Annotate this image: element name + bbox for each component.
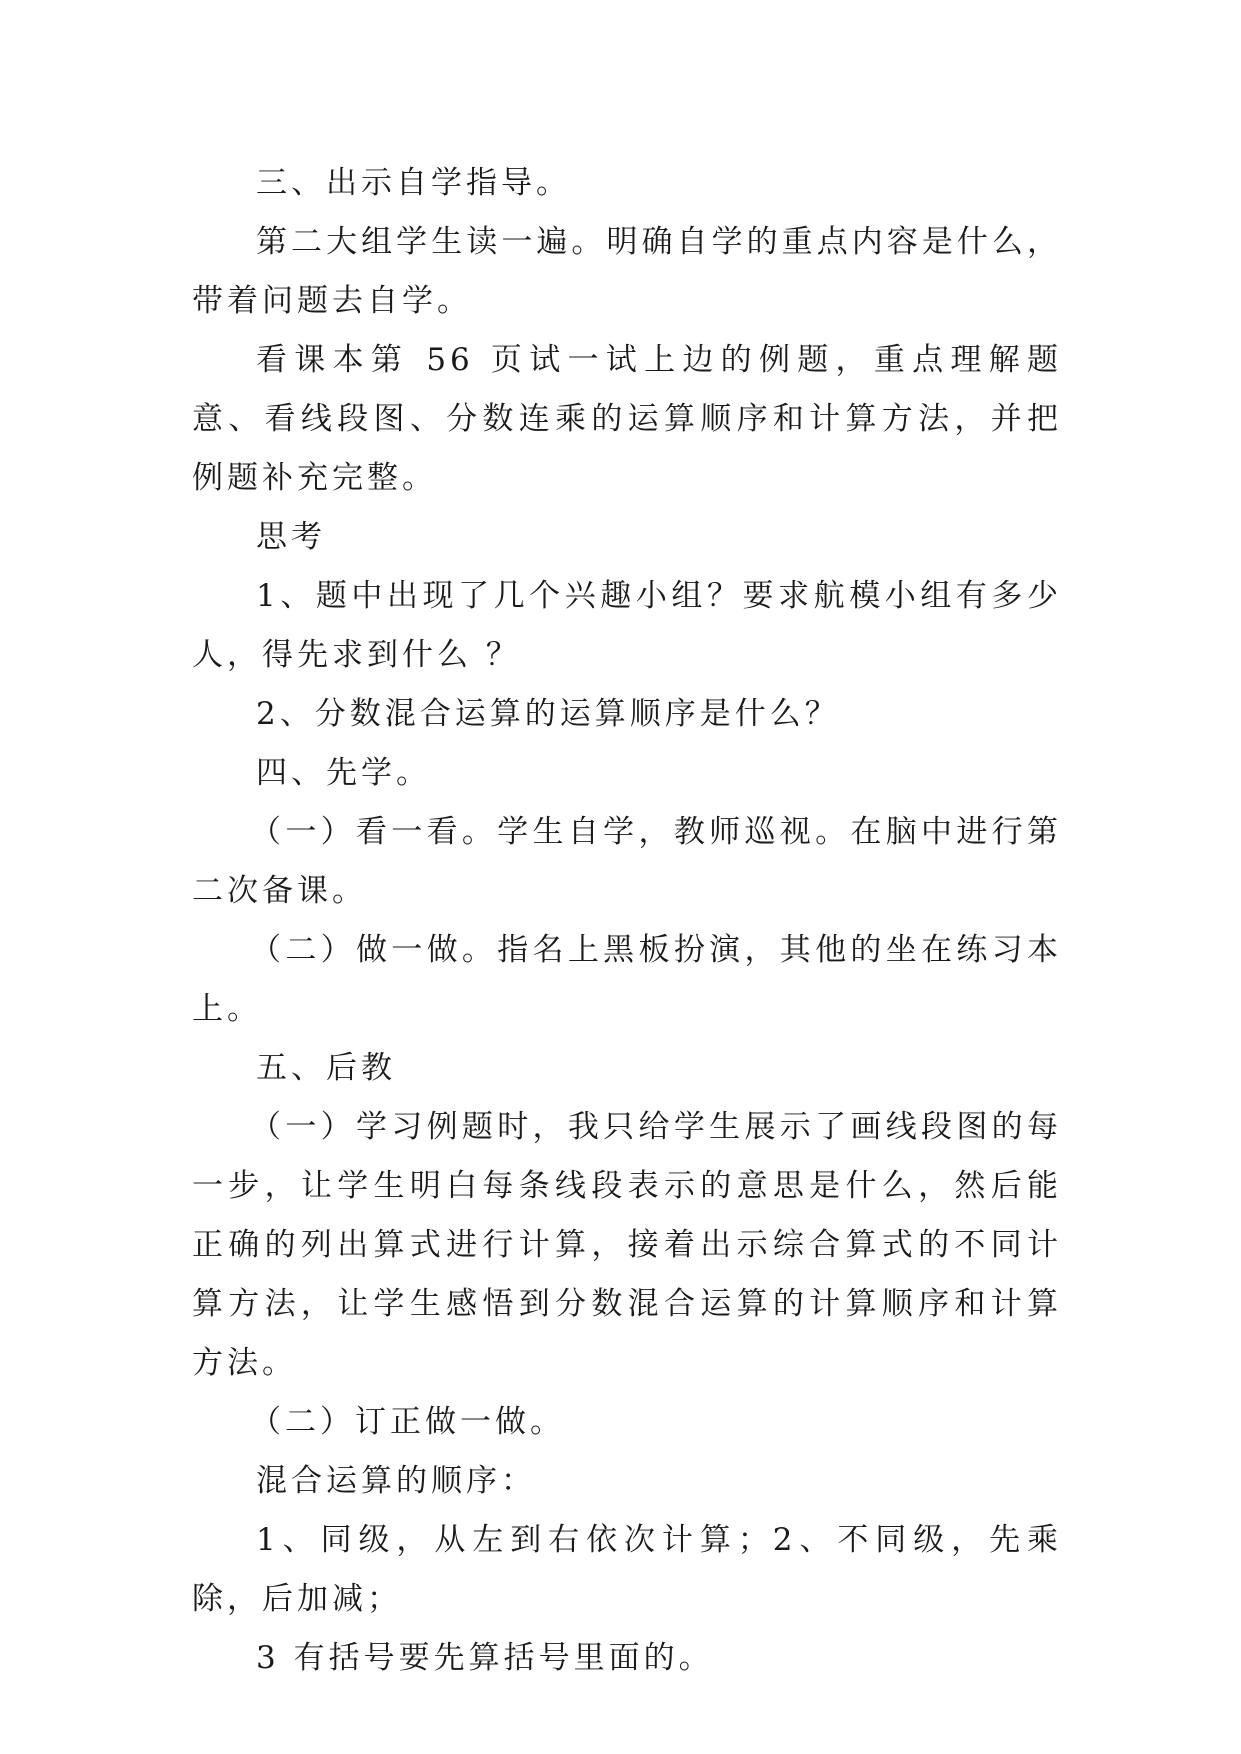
paragraph-think-heading: 思考 bbox=[256, 519, 326, 555]
paragraph-group-read: 第二大组学生读一遍。明确自学的重点内容是什么，带着问题去自学。 bbox=[192, 224, 1062, 319]
paragraph-example-study: （一）学习例题时，我只给学生展示了画线段图的每一步，让学生明白每条线段表示的意思是什么，然后能正确的列出算式进行计算，接着出示综合算式的不同计算方法，让学生感悟到分数混合运算的计算顺序和计算方法。 bbox=[192, 1109, 1062, 1381]
document-body bbox=[192, 154, 1062, 1688]
paragraph-question-1: 1、题中出现了几个兴趣小组？要求航模小组有多少人，得先求到什么 ？ bbox=[192, 578, 1062, 673]
paragraph-self-study-guide-heading: 三、出示自学指导。 bbox=[256, 165, 571, 201]
paragraph-question-2: 2、分数混合运算的运算顺序是什么？ bbox=[256, 696, 840, 732]
paragraph-look: （一）看一看。学生自学，教师巡视。在脑中进行第二次备课。 bbox=[192, 814, 1062, 909]
paragraph-teach-after-heading: 五、后教 bbox=[256, 1050, 396, 1086]
paragraph-brackets-rule: 3 有括号要先算括号里面的。 bbox=[256, 1640, 714, 1676]
paragraph-textbook-example: 看课本第 56 页试一试上边的例题，重点理解题意、看线段图、分数连乘的运算顺序和计算方法，并把例题补充完整。 bbox=[192, 342, 1062, 496]
paragraph-learn-first-heading: 四、先学。 bbox=[256, 755, 431, 791]
paragraph-do: （二）做一做。指名上黑板扮演，其他的坐在练习本上。 bbox=[192, 932, 1062, 1027]
paragraph-order-rules: 1、同级，从左到右依次计算；2、不同级，先乘除，后加减； bbox=[192, 1522, 1062, 1617]
paragraph-correct: （二）订正做一做。 bbox=[250, 1404, 565, 1440]
paragraph-order-heading: 混合运算的顺序： bbox=[256, 1463, 536, 1499]
